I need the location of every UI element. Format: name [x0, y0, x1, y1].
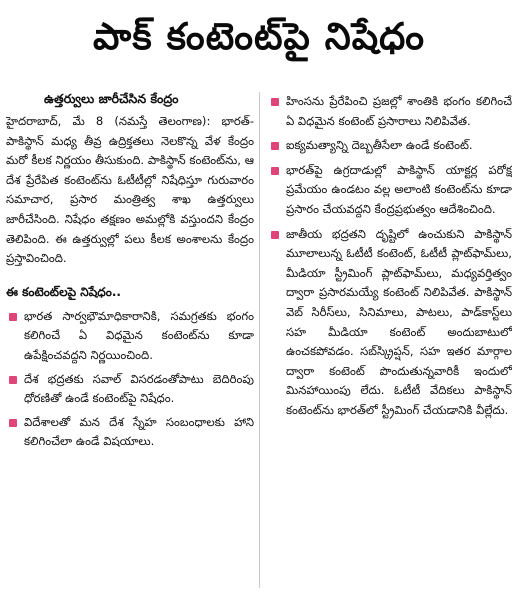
list-title: ఈ కంటెంట్‌లపై నిషేధం..	[6, 284, 121, 299]
bullet-text: హింసను ప్రేరేపించి ప్రజల్లో శాంతికి భంగం కలిగించే ఏ విధమైన కంటెంట్ ప్రసారాలు నిలిపివేత.	[286, 94, 512, 128]
bullet-text: విదేశాలతో మన దేశ స్నేహ సంబంధాలకు హాని కలిగించేలా ఉండే విషయాలు.	[24, 414, 254, 449]
left-column	[6, 90, 254, 456]
list-item	[268, 161, 512, 220]
dateline: హైదరాబాద్, మే 8 (నమస్తే తెలంగాణ):	[6, 114, 211, 128]
bullet-text: భారత్‌పై ఉగ్రదాడుల్లో పాకిస్థాన్ యాక్టర్ల పరోక్ష ప్రమేయం ఉండటం వల్ల అలాంటి కంటెంట్‌ను కూడా ప్రసారం చేయవద్దని కేంద్రప్రభుత్వం ఆదేశించింది.	[286, 162, 512, 216]
list-item	[6, 413, 254, 452]
bullet-icon	[9, 313, 17, 321]
bullet-text: భారత సార్వభౌమాధికారానికి, సమగ్రతకు భంగం కలిగించే ఏ విధమైన కంటెంట్‌ను కూడా ఉపేక్షించవద్దని నిర్ణయించింది.	[24, 308, 254, 362]
list-item	[268, 225, 512, 421]
bullet-icon	[9, 376, 17, 384]
bullet-icon	[271, 167, 279, 175]
subheadline: ఉత్తర్వులు జారీచేసిన కేంద్రం	[44, 91, 179, 106]
list-item	[268, 136, 512, 156]
bullet-text: ఐక్యమత్యాన్ని దెబ్బతీసేలా ఉండే కంటెంట్.	[286, 138, 473, 153]
list-item	[268, 92, 512, 131]
bullet-text: దేశ భద్రతకు సవాల్ విసరడంతోపాటు బెదిరింపు ధోరణితో ఉండే కంటెంట్‌పై నిషేధం.	[24, 371, 254, 406]
list-item	[6, 307, 254, 366]
intro-paragraph	[6, 112, 254, 269]
bullet-icon	[271, 98, 279, 106]
bullet-icon	[9, 419, 17, 427]
column-divider	[259, 92, 260, 588]
right-bullet-list	[268, 92, 512, 421]
left-bullet-list	[6, 307, 254, 452]
right-column	[268, 92, 512, 426]
intro-text: భారత్-పాకిస్థాన్ మధ్య తీవ్ర ఉద్రిక్తతలు నెలకొన్న వేళ కేంద్రం మరో కీలక నిర్ణయం తీసుకుంది. పాకిస్థాన్ కంటెంట్‌ను, ఆ దేశ ప్రేరేపిత కంటెంట్‌ను ఓటీటీల్లో నిషేధిస్తూ గురువారం సమాచార, ప్రసార మంత్రిత్వ శాఖ ఉత్తర్వులు జారీచేసింది. నిషేధం తక్షణం అమల్లోకి వస్తుందని కేంద్రం తెలిపింది. ఈ ఉత్తర్వుల్లో పలు కీలక అంశాలను కేంద్రం ప్రస్తావించింది.	[6, 114, 254, 266]
bullet-icon	[271, 231, 279, 239]
headline: పాక్ కంటెంట్‌పై నిషేధం	[93, 15, 425, 58]
bullet-icon	[271, 142, 279, 150]
bullet-text: జాతీయ భద్రతని దృష్టిలో ఉంచుకుని పాకిస్థాన్ మూలాలున్న ఓటీటీ కంటెంట్, ఓటీటీ ప్లాట్‌ఫామ్‌లు, మీడియా స్ట్రీమింగ్ ప్లాట్‌ఫామ్‌లు, మధ్యవర్తిత్వం ద్వారా ప్రసారమయ్యే కంటెంట్ నిలిపివేత. పాకిస్థాన్ వెబ్ సిరీస్‌లు, సినిమాలు, పాటలు, పాడ్‌కాస్ట్‌లు సహ మీడియా కంటెంట్ అందుబాటులో ఉంచకపోవడం. సబ్‌స్క్రిప్షన్, సహ ఇతర మార్గాల ద్వారా కంటెంట్ పొందుతున్నవారికీ ఇందులో మినహాయింపు లేదు. ఓటీటీ వేదికలు పాకిస్థాన్ కంటెంట్‌ను భారత్‌లో స్ట్రీమింగ్ చేయడానికి వీల్లేదు.	[286, 226, 512, 417]
list-item	[6, 370, 254, 409]
